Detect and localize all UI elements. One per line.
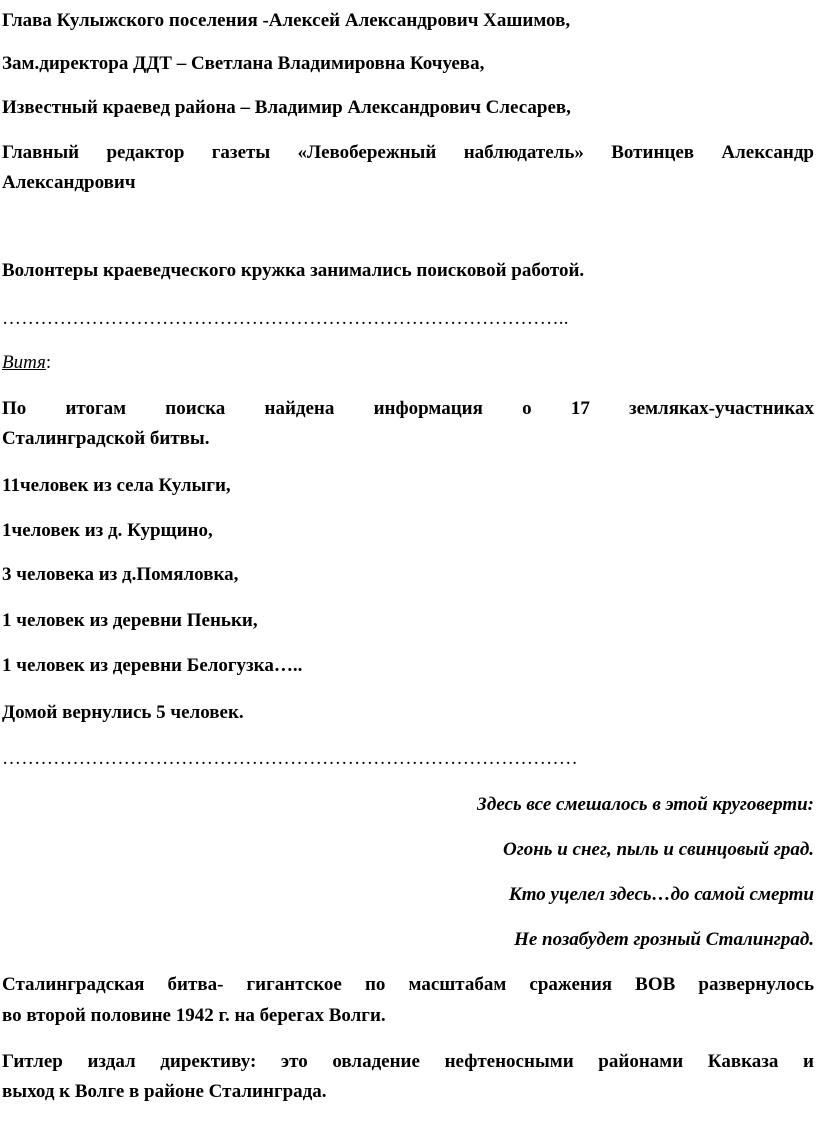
speaker-label — [2, 350, 814, 375]
count-kulygi: 11человек из села Кулыги, — [2, 475, 231, 496]
battle-paragraph-cont: во второй половине 1942 г. на берегах Волги. — [2, 1005, 386, 1026]
volunteers-line: Волонтеры краеведческого кружка занимались поисковой работой. — [2, 260, 585, 281]
guest-line-historian: Известный краевед района – Владимир Александрович Слесарев, — [2, 97, 571, 118]
guest-line-editor: Главный редактор газеты «Левобережный наблюдатель» Вотинцев Александр — [2, 142, 814, 163]
returned-home: Домой вернулись 5 человек. — [2, 702, 244, 723]
count-penki: 1 человек из деревни Пеньки, — [2, 610, 258, 631]
search-result-line: По итогам поиска найдена информация о 17 земляках-участниках — [2, 398, 814, 419]
count-beloguzka: 1 человек из деревни Белогузка….. — [2, 655, 303, 676]
speaker-name: Витя — [2, 352, 46, 373]
search-result-line-cont: Сталинградской битвы. — [2, 428, 210, 449]
speaker-colon: : — [45, 352, 52, 373]
count-pomyalovka: 3 человека из д.Помяловка, — [2, 564, 239, 585]
ellipsis-separator-1: …………………………………………………………………………….. — [2, 308, 569, 329]
ellipsis-separator-2: ……………………………………………………………………………… — [2, 748, 578, 769]
poem-line-3: Кто уцелел здесь…до самой смерти — [508, 884, 814, 905]
poem-line-2: Огонь и снег, пыль и свинцовый град. — [503, 839, 814, 860]
directive-paragraph: Гитлер издал директиву: это овладение нефтеносными районами Кавказа и — [2, 1051, 814, 1072]
guest-line-deputy: Зам.директора ДДТ – Светлана Владимировна Кочуева, — [2, 53, 485, 74]
guest-line-editor-cont: Александрович — [2, 172, 136, 193]
directive-paragraph-cont: выход к Волге в районе Сталинграда. — [2, 1081, 327, 1102]
count-kurshchino: 1человек из д. Курщино, — [2, 520, 213, 541]
guest-line-head: Глава Кулыжского поселения -Алексей Александрович Хашимов, — [2, 10, 571, 31]
poem-line-4: Не позабудет грозный Сталинград. — [514, 929, 814, 950]
battle-paragraph: Сталинградская битва- гигантское по масштабам сражения ВОВ развернулось — [2, 974, 814, 995]
poem-line-1: Здесь все смешалось в этой круговерти: — [477, 794, 814, 815]
